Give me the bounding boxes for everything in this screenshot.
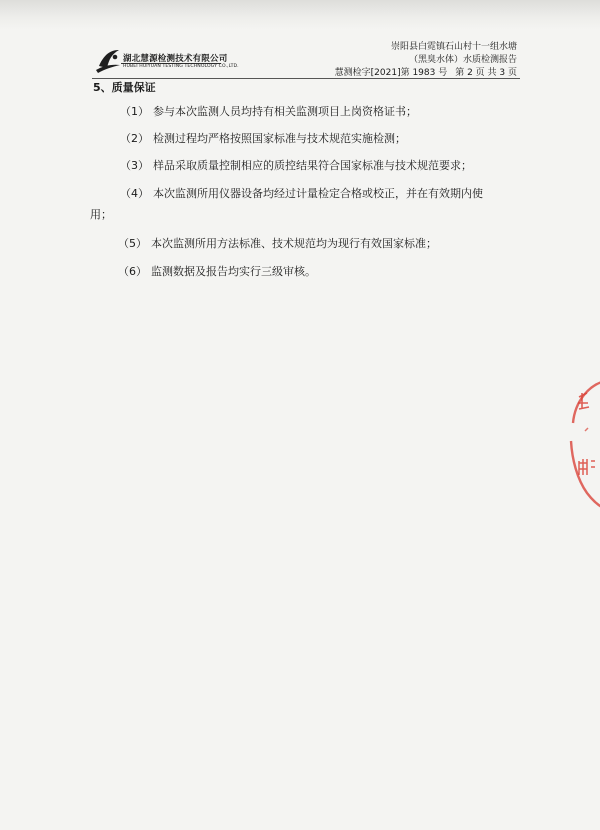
report-number: 慧测检字[2021]第 1983 号 [334, 68, 448, 78]
item-text: 监测数据及报告均实行三级审核。 [151, 265, 316, 278]
page-info: 第 2 页 共 3 页 [455, 68, 517, 78]
list-item [120, 186, 520, 201]
list-item [118, 264, 520, 279]
page-header [0, 0, 600, 82]
item-number: （6） [118, 265, 147, 278]
item-number: （5） [118, 237, 147, 250]
list-item [118, 236, 520, 251]
official-seal-stamp [565, 375, 600, 515]
section-title: 5、质量保证 [93, 81, 156, 94]
item-number: （3） [120, 159, 149, 172]
item-text: 本次监测所用方法标准、技术规范均为现行有效国家标准； [151, 237, 437, 250]
company-name-en: HUBEI HUIYUAN TESTING TECHNOLOGY CO.,LTD. [123, 64, 239, 69]
list-item [120, 131, 520, 146]
item-number: （1） [120, 105, 149, 118]
item-text: 参与本次监测人员均持有相关监测项目上岗资格证书； [153, 105, 417, 118]
list-item [120, 104, 520, 119]
quality-assurance-list [90, 104, 520, 279]
report-title-line1: 崇阳县白霓镇石山村十一组水塘 [390, 42, 517, 52]
item-text: 检测过程均严格按照国家标准与技术规范实施检测； [153, 132, 406, 145]
report-title-line2: （黑臭水体）水质检测报告 [408, 55, 517, 65]
company-name-cn: 湖北慧源检测技术有限公司 [123, 54, 228, 64]
report-info [335, 41, 517, 80]
list-item-continuation [90, 207, 520, 222]
item-text: 样品采取质量控制相应的质控结果符合国家标准与技术规范要求； [153, 159, 472, 172]
company-logo [95, 46, 239, 76]
item-text: 本次监测所用仪器设备均经过计量检定合格或校正，并在有效期内使 [153, 187, 483, 200]
list-item [120, 158, 520, 173]
item-number: （2） [120, 132, 149, 145]
item-number: （4） [120, 187, 149, 200]
item-text-continuation: 用； [90, 208, 112, 221]
header-divider [92, 78, 520, 79]
company-logo-icon [95, 46, 121, 74]
